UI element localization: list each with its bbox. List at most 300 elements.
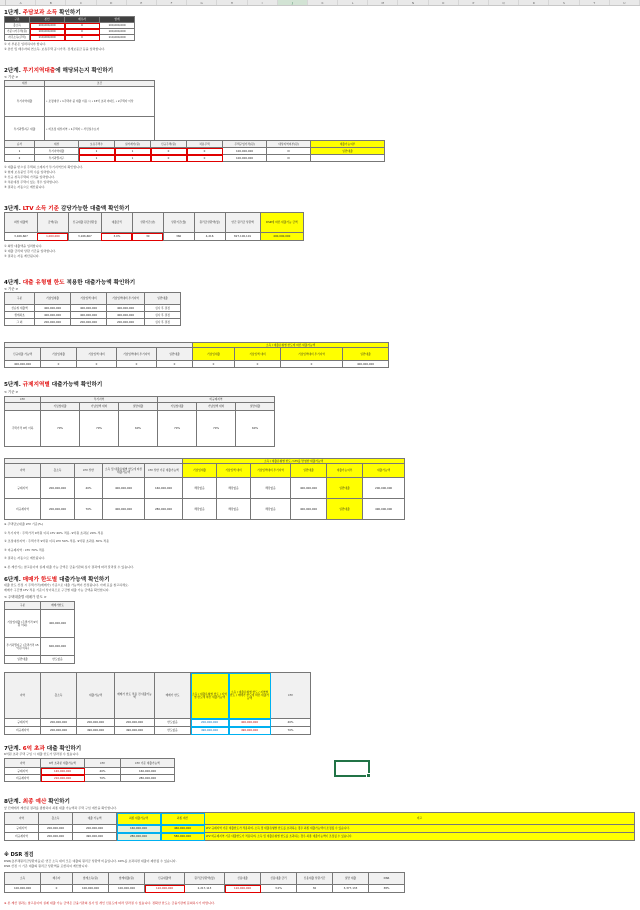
header-cell: 소득 / 대출유형별 한도 / 지역별 한도 / 매매가 한도에 따른 대출가능액 — [229, 673, 271, 719]
table-cell: 400,000,000 — [35, 312, 71, 319]
table-cell: 40% — [271, 719, 311, 727]
table-cell: 200,000,000 — [41, 478, 75, 499]
step3-title: 3단계. LTV 소득 기준 감당가능한 대출액 확인하기 — [4, 206, 130, 212]
table-cell: 200,000,000 — [191, 719, 229, 727]
value-cell: 360 — [163, 233, 194, 241]
group-header: 소득 / 대출유형별 한도 / LTV를 반영한 대출가능액 — [183, 459, 405, 464]
header-cell: 합계대출(원) — [109, 873, 145, 885]
column-header-h[interactable]: H — [217, 0, 247, 5]
value-cell: 0 — [41, 361, 77, 368]
table-cell: 70% — [158, 411, 197, 447]
row-label: 투기과열지구 대출 — [5, 117, 45, 143]
header-cell: 기납입액 대비 — [71, 293, 107, 305]
step8-title: 8단계. 최종 예산 확인하기 — [4, 799, 70, 805]
column-header-p[interactable]: P — [459, 0, 489, 5]
header-cell: 기납입액 대비 — [77, 348, 117, 361]
value-cell[interactable]: 110,000,000 — [145, 885, 185, 893]
column-header-b[interactable]: B — [36, 0, 66, 5]
column-header-j[interactable]: J — [278, 0, 308, 5]
header-cell: 기납입액대비 투기지역 — [117, 348, 157, 361]
column-header-u[interactable]: U — [610, 0, 640, 5]
active-cell-selection[interactable] — [334, 760, 370, 777]
header-cell: 기납입대출 — [183, 464, 217, 478]
header-cell: 지역 — [5, 759, 41, 768]
header-cell: 일반대출 — [157, 348, 193, 361]
table-cell: LTV 규제지역 기준 대출한도가 적용되며, 소득 및 대출유형별 한도를 초과하는 경우 최종 대출가능액이 조정될 수 있습니다. — [205, 825, 635, 833]
row-label: 기납입대출 (주택가격 9억원 이하) — [5, 610, 41, 638]
column-header-q[interactable]: Q — [489, 0, 519, 5]
header-cell: 희망 대출액 — [5, 213, 38, 233]
column-header-a[interactable]: A — [6, 0, 36, 5]
input-cell[interactable]: 0 — [65, 29, 100, 35]
step8-budget-table — [4, 812, 635, 841]
value-cell: 400,000,000 — [5, 361, 41, 368]
table-cell: 490,000,000 — [363, 499, 405, 520]
header-cell: LTV — [271, 673, 311, 719]
header-cell: 기납입대출 — [35, 293, 71, 305]
header-cell: 대출 가능액 — [73, 813, 117, 825]
input-cell[interactable]: 0 — [65, 23, 100, 29]
dsr-table — [4, 872, 405, 893]
table-cell: 400,000,000 — [71, 312, 107, 319]
table-cell: 70% — [85, 775, 121, 782]
column-header-l[interactable]: L — [338, 0, 368, 5]
header-cell: LTV 상한 — [75, 464, 103, 478]
table-cell: 비규제지역 — [5, 833, 39, 841]
table-cell: 해당없음 — [183, 499, 217, 520]
step1-income-table — [4, 16, 135, 41]
step7-note: 6억원 초과 주택 구입 시 대출 한도가 달라질 수 있습니다. — [4, 752, 80, 756]
column-header-bar — [0, 0, 640, 6]
table-cell: 일반대출 — [327, 478, 363, 499]
table-cell: 200,000,000 — [77, 719, 115, 727]
input-cell[interactable]: 100,000,000 — [30, 23, 65, 29]
header-cell: 대상 — [5, 81, 45, 87]
table-cell: 200,000,000 — [41, 727, 77, 735]
header-cell: 신용대출 — [225, 873, 261, 885]
table-cell[interactable]: 0 — [187, 155, 223, 162]
header-cell: 투기지역 — [41, 397, 158, 403]
input-cell[interactable]: 110,000,000 — [30, 35, 65, 41]
group-header: 소득 / 대출유형별 한도에 따른 대출가능액 — [193, 343, 389, 348]
step2-loan-type-table — [4, 140, 385, 162]
header-cell: 기납입액 대비 — [217, 464, 251, 478]
note-line: ② 현재 보유중인 주택 수를 입력합니다. — [4, 170, 56, 174]
header-cell: 기납입대출 — [41, 348, 77, 361]
note-line: ④ 결과는 자동으로 계산됩니다. — [4, 556, 46, 560]
table-cell: 490,000,000 — [229, 727, 271, 735]
header-cell: 매매가한도 — [41, 602, 75, 610]
step6-limit-label: < 주택대출별 매매가 한도 > — [4, 595, 47, 599]
header-cell: LTV 상한 기준 대출가능액 — [145, 464, 183, 478]
header-cell: 최종 예산 — [161, 813, 205, 825]
table-cell[interactable]: 1 — [115, 148, 151, 155]
value-cell: 400,000,000 — [260, 233, 303, 241]
table-cell: 주택가격 9억 이하 — [5, 411, 41, 447]
table-cell: 400,000,000 — [291, 478, 327, 499]
dsr-title: ※ DSR 점검 — [4, 852, 34, 858]
header-cell: 일반대출 — [145, 293, 181, 305]
header-cell: 총소득 — [39, 813, 73, 825]
header-cell: 대출가능여부 — [327, 464, 363, 478]
table-cell: 160,000,000 — [117, 825, 161, 833]
table-cell: 200,000,000 — [71, 319, 107, 326]
header-cell: 연간 원리금 상환액 — [225, 213, 260, 233]
value-cell[interactable]: 30 — [132, 233, 163, 241]
step1-note: ① 이 부분은 입력하셔야 합니다. — [4, 42, 47, 46]
table-cell: 일반대출 — [311, 148, 385, 155]
column-header-f[interactable]: F — [157, 0, 187, 5]
column-header-k[interactable]: K — [308, 0, 338, 5]
header-cell: 6억 초과분 대출가능액 — [41, 759, 85, 768]
column-header-t[interactable]: T — [580, 0, 610, 5]
table-cell: 일반대출 — [327, 499, 363, 520]
table-cell: 200,000,000 — [115, 719, 155, 727]
value-cell: 3,166,667 — [68, 233, 101, 241]
table-cell: 280,000,000 — [121, 775, 175, 782]
table-cell: 400,000,000 — [35, 305, 71, 312]
table-cell: 규제지역 — [5, 825, 39, 833]
table-cell: 40% — [75, 478, 103, 499]
step4-limit-table — [4, 292, 181, 326]
header-cell: 소득 / 대출유형별 한도 / 지역별 한도에 따른 대출가능액 — [191, 673, 229, 719]
column-header-g[interactable]: G — [187, 0, 217, 5]
value-cell: 0 — [193, 361, 235, 368]
header-cell: DSR에 따른 대출가능 금액 — [260, 213, 303, 233]
note-line: ⑤ 결과는 자동으로 계산됩니다. — [4, 185, 46, 189]
row-label: 투기지역대출 — [5, 87, 45, 117]
note-line: ① 투기지역 : 주택가격 9억원 이하 LTV 40% 적용, 9억원 초과분 20% 적용 — [4, 530, 104, 535]
table-cell: 해당없음 — [217, 478, 251, 499]
value-cell: 0 — [77, 361, 117, 368]
step4-result-table — [4, 342, 389, 368]
step5-region-table — [4, 458, 405, 520]
value-cell: 100,000,000 — [5, 885, 41, 893]
header-cell: 신규대출 원금상환율 — [68, 213, 101, 233]
table-cell[interactable]: 1 — [79, 155, 115, 162]
input-cell[interactable]: 0 — [65, 35, 100, 41]
table-cell: 그 외 — [5, 319, 35, 326]
value-cell: 827,100,101 — [225, 233, 260, 241]
value-cell: 3,377,133 — [333, 885, 369, 893]
table-cell: 160,000,000 — [145, 478, 183, 499]
table-cell: 460,000,000 — [161, 825, 205, 833]
value-cell: 100,000,000 — [109, 885, 145, 893]
header-cell: 기납입액대비 투기지역 — [107, 293, 145, 305]
header-cell: 일반대출 — [236, 403, 275, 411]
header-cell: 기납입대출 — [193, 348, 235, 361]
table-cell: 심사 후 결정 — [145, 312, 181, 319]
header-cell: 대출금리 — [101, 213, 132, 233]
header-cell: 대출가능액 — [363, 464, 405, 478]
header-cell: 처분주택 — [187, 141, 223, 148]
step2-title: 2단계. 투기지역대출에 해당되는지 확인하기 — [4, 68, 114, 74]
table-cell: 한도없음 — [155, 719, 191, 727]
value-cell: 0 — [41, 885, 73, 893]
value-cell: 0 — [157, 361, 193, 368]
table-cell: 200,000,000 — [41, 719, 77, 727]
header-cell: DSR — [369, 873, 405, 885]
table-cell: 400,000,000 — [107, 305, 145, 312]
value-cell: 110,000,000 — [100, 35, 135, 41]
table-cell: 200,000,000 — [107, 319, 145, 326]
header-cell: 신용대출 상환기간 — [297, 873, 333, 885]
table-cell: 60% — [119, 411, 158, 447]
table-cell: LTV 비규제지역 기준 대출한도가 적용되며, 소득 및 대출유형별 한도를 초과하는 경우 최종 대출가능액이 조정될 수 있습니다. — [205, 833, 635, 841]
table-cell: 200,000,000 — [73, 825, 117, 833]
header-cell: LTV 기준 대출가능액 — [121, 759, 175, 768]
header-cell: 총소득 — [41, 673, 77, 719]
table-cell: 투기과열지구 — [35, 155, 79, 162]
value-cell: 400,000,000 — [41, 610, 75, 638]
column-header-d[interactable]: D — [97, 0, 127, 5]
value-cell: 0 — [235, 361, 281, 368]
value-cell[interactable]: 110,000,000 — [225, 885, 261, 893]
header-cell: 신규대출액 — [145, 873, 185, 885]
column-header-c[interactable]: C — [66, 0, 96, 5]
note-line: ① 희망 대출액을 입력합니다. — [4, 244, 43, 248]
header-cell: 비규제지역 — [158, 397, 275, 403]
header-cell: 비고 — [205, 813, 635, 825]
header-cell: 배우자 — [65, 17, 100, 23]
value-cell: 100,000,000 — [100, 23, 135, 29]
column-header-o[interactable]: O — [429, 0, 459, 5]
header-cell: 구분 — [5, 293, 35, 305]
step3-dsr-table — [4, 212, 304, 241]
header-cell: 지역 — [5, 673, 41, 719]
note-line: ② 조정대상지역 : 주택가격 9억원 이하 LTV 50% 적용, 9억원 초과분 30% 적용 — [4, 539, 110, 543]
table-cell[interactable]: 120,000,000 — [41, 768, 85, 775]
table-cell: 280,000,000 — [145, 499, 183, 520]
header-cell: 구분 — [5, 17, 30, 23]
table-cell: 400,000,000 — [103, 499, 145, 520]
value-cell[interactable]: 1,000,000 — [37, 233, 68, 241]
header-cell: 상환기간(월) — [163, 213, 194, 233]
step7-table — [4, 758, 175, 782]
header-cell: 기납입대출 — [41, 403, 80, 411]
table-cell: 70% — [41, 411, 80, 447]
value-cell: 3,166,667 — [5, 233, 38, 241]
value-cell: 0 — [281, 361, 343, 368]
table-cell: 생애최초 — [5, 312, 35, 319]
table-cell: N — [267, 148, 311, 155]
step6-title: 6단계. 매매가 한도별 대출가능액 확인하기 — [4, 577, 110, 583]
table-cell: 40% — [85, 768, 121, 775]
header-cell: 소득 및 대출유형별 한도에 따른 대출가능액 — [103, 464, 145, 478]
table-cell: 70% — [271, 727, 311, 735]
step6-intro: 대출 한도 산정 시 주택가격(매매가) 기준으로 대출 가능액이 산정됩니다. 아래 표를 참고하세요. — [4, 583, 129, 587]
table-cell[interactable]: 0 — [187, 148, 223, 155]
table-cell: 160,000,000 — [121, 768, 175, 775]
row-label: 일반대출 — [5, 656, 41, 664]
header-cell: 매매가 한도 — [155, 673, 191, 719]
step7-title: 7단계. 6억 초과 대출 확인하기 — [4, 746, 82, 752]
table-cell: 400,000,000 — [103, 478, 145, 499]
table-cell[interactable]: 1 — [79, 148, 115, 155]
header-cell: 실거래가(원) — [115, 141, 151, 148]
value-cell: 38% — [369, 885, 405, 893]
table-cell: 200,000,000 — [39, 833, 73, 841]
header-cell: 주택구입가격(원) — [223, 141, 267, 148]
input-cell[interactable]: 100,000,000 — [30, 29, 65, 35]
column-header-r[interactable]: R — [519, 0, 549, 5]
header-cell: 기납입액대비 투기지역 — [281, 348, 343, 361]
table-cell: 비규제지역 — [5, 499, 41, 520]
header-cell: 기납입대출 — [158, 403, 197, 411]
header-cell: 배우자 — [41, 873, 73, 885]
row-label: 총소득 — [5, 23, 30, 29]
column-header-s[interactable]: S — [549, 0, 579, 5]
table-cell: 60% — [236, 411, 275, 447]
table-cell: 100,000,000 — [223, 155, 267, 162]
header-cell — [5, 403, 41, 411]
table-cell: 심사 후 결정 — [145, 305, 181, 312]
header-cell: 신규주택(원) — [151, 141, 187, 148]
table-cell: 100,000,000 — [223, 148, 267, 155]
value-cell: 400,000,000 — [343, 361, 389, 368]
column-header-m[interactable]: M — [368, 0, 398, 5]
value-cell: 2,217,113 — [185, 885, 225, 893]
table-cell[interactable]: 0 — [151, 148, 187, 155]
header-cell: 본인 — [30, 17, 65, 23]
value-cell: 4,216 — [194, 233, 225, 241]
table-cell: 비규제지역 — [5, 727, 41, 735]
value-cell: 30 — [297, 885, 333, 893]
header-cell: 신규대출 가능액 — [5, 348, 41, 361]
header-cell: 대상 — [35, 141, 79, 148]
step6-intro: 매매가 구간별 LTV 적용 기준이 상이하므로 구간별 대출 가능 금액을 확인합니다. — [4, 588, 110, 592]
header-cell: 기납입액 대비 — [197, 403, 236, 411]
note-line: ③ 신규 취득주택의 가격을 입력합니다. — [4, 175, 55, 179]
dsr-footnote: ※ 본 계산 결과는 참고용이며 실제 대출 가능 금액은 금융기관의 심사 및 개인 신용도에 따라 달라질 수 있습니다. 정확한 한도는 금융기관에 문의하시기 바랍니다. — [4, 901, 215, 905]
step1-title: 1단계. 주담보과 소득 확인하기 — [4, 10, 81, 16]
table-cell: 심사 후 결정 — [145, 319, 181, 326]
column-header-n[interactable]: N — [398, 0, 428, 5]
header-cell: 소득 — [5, 873, 41, 885]
header-cell: 대출가능여부 — [311, 141, 385, 148]
header-cell: 기납입액 대비 — [235, 348, 281, 361]
step5-ltv-table — [4, 396, 275, 447]
header-cell: 매매가 한도 적용 전 대출가능액 — [115, 673, 155, 719]
table-cell: 400,000,000 — [107, 312, 145, 319]
value-cell: 0 — [117, 361, 157, 368]
table-cell: 규제지역 — [5, 768, 41, 775]
header-cell: 조건 — [45, 81, 155, 87]
column-header-e[interactable]: E — [127, 0, 157, 5]
table-cell: 70% — [197, 411, 236, 447]
header-cell: 합계 — [100, 17, 135, 23]
fill-handle[interactable] — [366, 773, 371, 778]
header-cell: 지역 — [5, 813, 39, 825]
header-cell: 일반대출 — [291, 464, 327, 478]
criteria-text: • 비조정 대상지역 • 1주택자 • 서민실수요자 — [45, 117, 155, 143]
header-cell: 일반 대출 — [333, 873, 369, 885]
dsr-note: DSR(총부채원리금상환비율)은 연간 소득 대비 모든 대출의 원리금 상환액 비율입니다. 40%를 초과하면 대출이 제한될 수 있습니다. — [4, 859, 177, 863]
header-cell: 원리금상환액(월) — [194, 213, 225, 233]
value-cell: 100,000,000 — [73, 885, 109, 893]
header-cell: 기납입액대비 투기지역 — [251, 464, 291, 478]
criteria-text: • 조정대상 • 1주택자 중 대출 이용 시 • 15억 초과 아파트 • 2주택자 이상 — [45, 87, 155, 117]
table-cell: 200,000,000 — [41, 499, 75, 520]
table-cell: 490,000,000 — [73, 833, 117, 841]
table-cell: 규제지역 — [5, 478, 41, 499]
table-cell: 580,000,000 — [161, 833, 205, 841]
step8-note: 앞 단계에서 계산된 결과를 종합하여 최종 대출 가능액과 주택 구입 예산을 확인합니다. — [4, 806, 117, 810]
step1-note: ② 본인 및 배우자의 연소득, 보유주택 공시가격, 전세보증금 등을 입력합니다. — [4, 47, 106, 51]
table-cell: 해당없음 — [251, 499, 291, 520]
table-cell: 2 — [5, 155, 35, 162]
table-cell[interactable]: 1 — [115, 155, 151, 162]
header-cell: 합계소득(원) — [73, 873, 109, 885]
table-cell: 해당없음 — [183, 478, 217, 499]
header-cell: 대상지역여부(원) — [267, 141, 311, 148]
dsr-note: DSR 산정 시 기존 대출의 원리금 상환액을 포함하여 계산합니다. — [4, 864, 89, 868]
table-cell: 490,000,000 — [115, 727, 155, 735]
note-line: ※ 주택담보대출 LTV 기준(%) — [4, 522, 43, 526]
header-cell: 구분 — [5, 602, 41, 610]
value-cell[interactable]: 3.0% — [101, 233, 132, 241]
step5-title: 5단계. 규제지역별 대출가능액 확인하기 — [4, 382, 103, 388]
note-line: ① 대출을 받으실 주택의 소재지가 투기지역인지 확인합니다. — [4, 165, 83, 169]
table-cell: 70% — [75, 499, 103, 520]
header-cell: 지역 — [5, 464, 41, 478]
header-cell: 최종 대출가능액 — [117, 813, 161, 825]
step2-criteria-table — [4, 80, 155, 143]
value-cell: 600,000,000 — [41, 638, 75, 656]
value-cell: 한도없음 — [41, 656, 75, 664]
table-cell[interactable]: 0 — [151, 155, 187, 162]
note-line: ③ 비규제지역 : LTV 70% 적용 — [4, 547, 45, 552]
row-label: 투기과열지구 (주택가격 15억원 이하) — [5, 638, 41, 656]
table-cell: 규제지역 — [5, 719, 41, 727]
table-cell[interactable]: 210,000,000 — [41, 775, 85, 782]
value-cell: 100,000,000 — [100, 29, 135, 35]
table-cell: 400,000,000 — [291, 499, 327, 520]
table-cell: 280,000,000 — [117, 833, 161, 841]
table-cell: 선순위 대출액 — [5, 305, 35, 312]
header-cell: LTV — [85, 759, 121, 768]
step5-criteria-label: < 기준 > — [4, 390, 19, 394]
table-cell: 70% — [80, 411, 119, 447]
header-cell: 일반대출 — [119, 403, 158, 411]
table-cell: 490,000,000 — [77, 727, 115, 735]
header-cell: 보유주택수 — [79, 141, 115, 148]
header-cell: LTV — [5, 397, 41, 403]
step6-limit-table — [4, 601, 75, 664]
table-cell: 투기지역대출 — [35, 148, 79, 155]
table-cell: 200,000,000 — [363, 478, 405, 499]
table-cell: 400,000,000 — [229, 719, 271, 727]
note-line: ④ 처분예정 주택이 있는 경우 입력합니다. — [4, 180, 59, 184]
header-cell: 순서 — [5, 141, 35, 148]
header-cell: 금액(원) — [37, 213, 68, 233]
table-cell: N — [267, 155, 311, 162]
table-cell: 490,000,000 — [191, 727, 229, 735]
note-line: ※ 본 계산기는 참고용이며 실제 대출 가능 금액은 금융기관의 심사 결과에 따라 달라질 수 있습니다. — [4, 564, 134, 569]
note-line: ② 대출 금리와 상환 기간을 입력합니다. — [4, 249, 56, 253]
table-cell: 1 — [5, 148, 35, 155]
value-cell: 3.0% — [261, 885, 297, 893]
table-cell: 200,000,000 — [35, 319, 71, 326]
step6-price-table — [4, 672, 311, 735]
table-cell — [311, 155, 385, 162]
row-label: 기준시가주택(원) — [5, 29, 30, 35]
column-header-i[interactable]: I — [248, 0, 278, 5]
table-cell: 해당없음 — [217, 499, 251, 520]
header-cell: 대출가능액 — [77, 673, 115, 719]
header-cell: 총소득 — [41, 464, 75, 478]
note-line: ③ 결과는 자동 계산됩니다. — [4, 254, 40, 258]
